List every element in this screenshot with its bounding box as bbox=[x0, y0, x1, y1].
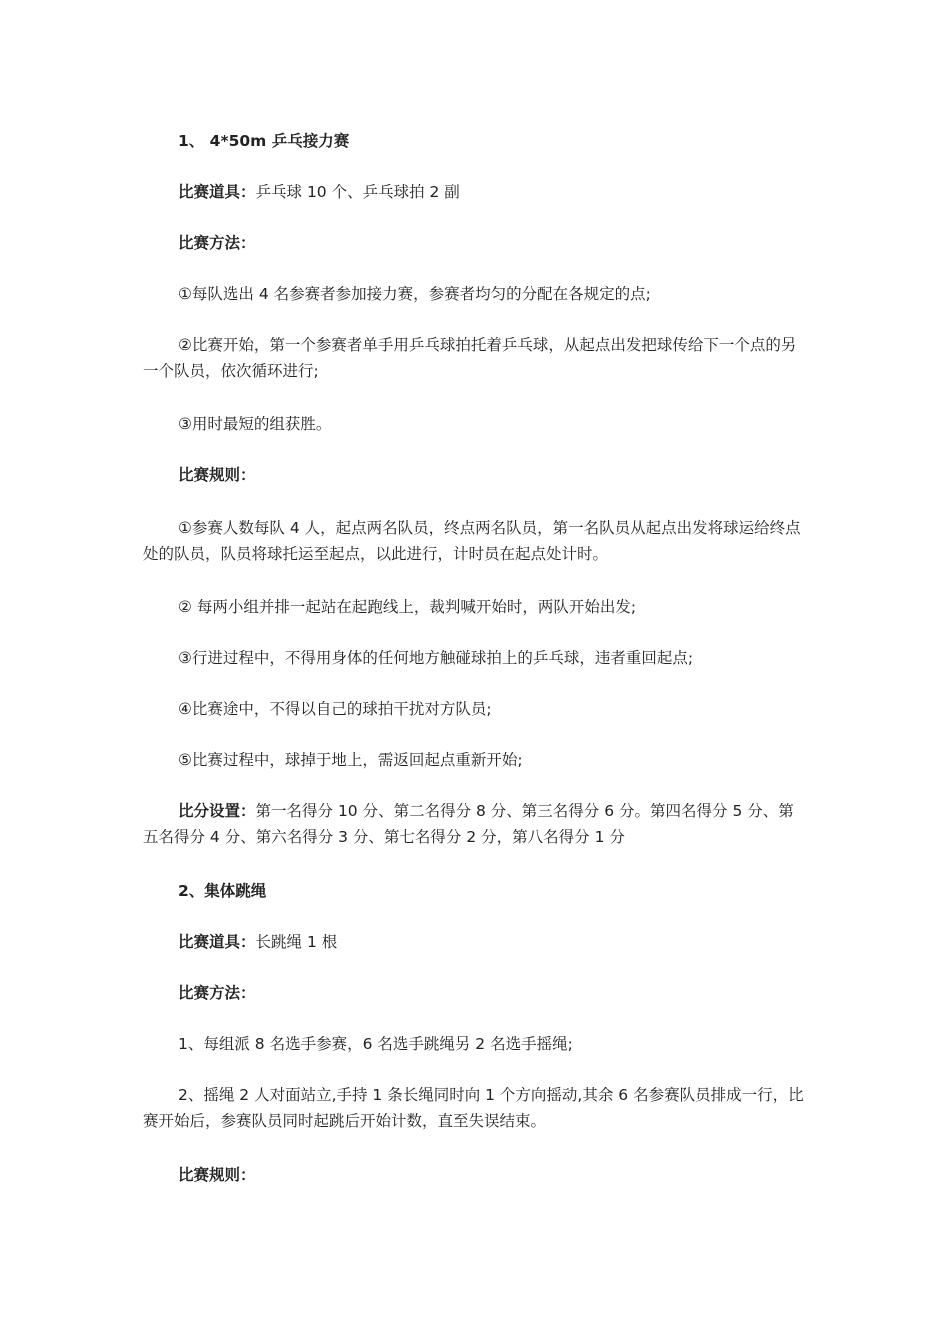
method-item: 2、摇绳 2 人对面站立,手持 1 条长绳同时向 1 个方向摇动,其余 6 名参赛队员排成一行，比赛开始后，参赛队员同时起跳后开始计数，直至失误结束。 bbox=[143, 1086, 804, 1130]
rules-label: 比赛规则： bbox=[178, 1166, 256, 1184]
rules-item: ④比赛途中，不得以自己的球拍干扰对方队员; bbox=[178, 700, 492, 718]
method-item: ③用时最短的组获胜。 bbox=[178, 415, 332, 433]
equipment-label: 比赛道具： bbox=[178, 933, 256, 951]
method-item: ②比赛开始，第一个参赛者单手用乒乓球拍托着乒乓球，从起点出发把球传给下一个点的另一个队员，依次循环进行; bbox=[143, 336, 797, 380]
rules-item: ①参赛人数每队 4 人，起点两名队员，终点两名队员，第一名队员从起点出发将球运给终点处的队员，队员将球托运至起点，以此进行，计时员在起点处计时。 bbox=[143, 519, 801, 563]
equipment-text: 长跳绳 1 根 bbox=[255, 933, 338, 951]
method-item: ①每队选出 4 名参赛者参加接力赛，参赛者均匀的分配在各规定的点; bbox=[178, 285, 651, 303]
equipment-label: 比赛道具： bbox=[178, 183, 256, 201]
section-heading: 1、 4*50m 乒乓接力赛 bbox=[178, 132, 350, 150]
method-label: 比赛方法： bbox=[178, 234, 256, 252]
scoring-label: 比分设置： bbox=[178, 802, 256, 820]
rules-item: ② 每两小组并排一起站在起跑线上，裁判喊开始时，两队开始出发; bbox=[178, 598, 637, 616]
method-label: 比赛方法： bbox=[178, 984, 256, 1002]
equipment-line bbox=[143, 929, 808, 955]
rules-label: 比赛规则： bbox=[178, 466, 256, 484]
rules-item: ⑤比赛过程中，球掉于地上，需返回起点重新开始; bbox=[178, 751, 523, 769]
scoring-text: 第一名得分 10 分、第二名得分 8 分、第三名得分 6 分。第四名得分 5 分、第五名得分 4 分、第六名得分 3 分、第七名得分 2 分，第八名得分 1 分 bbox=[143, 802, 794, 846]
section-heading: 2、集体跳绳 bbox=[178, 882, 267, 900]
equipment-line bbox=[143, 179, 808, 205]
equipment-text: 乒乓球 10 个、乒乓球拍 2 副 bbox=[255, 183, 460, 201]
method-item: 1、每组派 8 名选手参赛，6 名选手跳绳另 2 名选手摇绳; bbox=[178, 1035, 573, 1053]
rules-item: ③行进过程中，不得用身体的任何地方触碰球拍上的乒乓球，违者重回起点; bbox=[178, 649, 694, 667]
scoring-line bbox=[143, 798, 808, 850]
